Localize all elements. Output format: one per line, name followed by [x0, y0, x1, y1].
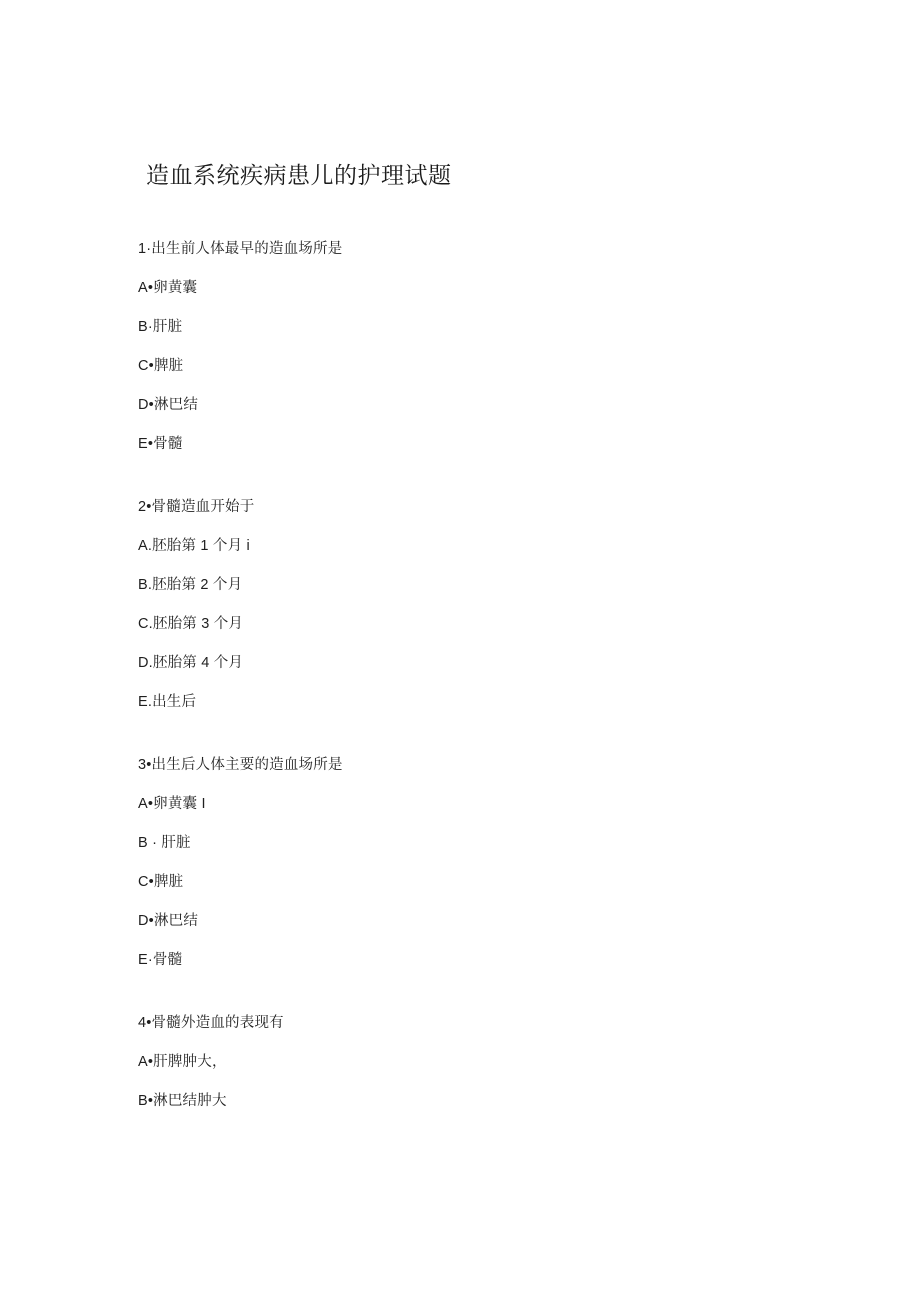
question-option: B · 肝脏: [138, 834, 191, 851]
question-option: E•骨髓: [138, 435, 183, 452]
page-title: 造血系统疾病患儿的护理试题: [146, 162, 452, 188]
question-option: E.出生后: [138, 693, 197, 710]
questions-container: [138, 230, 782, 1121]
question-option: B•淋巴结肿大: [138, 1092, 227, 1109]
question-stem: 1·出生前人体最早的造血场所是: [138, 240, 343, 257]
question-option: E·骨髓: [138, 951, 183, 968]
question-option: B.胚胎第 2 个月: [138, 576, 243, 593]
question-block: [138, 746, 782, 980]
question-stem: 4•骨髓外造血的表现有: [138, 1014, 284, 1031]
question-option: C.胚胎第 3 个月: [138, 615, 244, 632]
question-stem: 2•骨髓造血开始于: [138, 498, 255, 515]
question-option: A.胚胎第 1 个月 i: [138, 537, 250, 554]
question-option: C•脾脏: [138, 357, 184, 374]
question-option: A•肝脾肿大，: [138, 1053, 227, 1070]
question-option: A•卵黄囊: [138, 279, 198, 296]
question-option: C•脾脏: [138, 873, 184, 890]
question-block: [138, 488, 782, 722]
question-option: B·肝脏: [138, 318, 183, 335]
question-option: D.胚胎第 4 个月: [138, 654, 244, 671]
question-stem: 3•出生后人体主要的造血场所是: [138, 756, 343, 773]
question-option: A•卵黄囊 I: [138, 795, 206, 812]
question-block: [138, 230, 782, 464]
question-option: D•淋巴结: [138, 912, 199, 929]
question-option: D•淋巴结: [138, 396, 199, 413]
question-block: [138, 1004, 782, 1121]
